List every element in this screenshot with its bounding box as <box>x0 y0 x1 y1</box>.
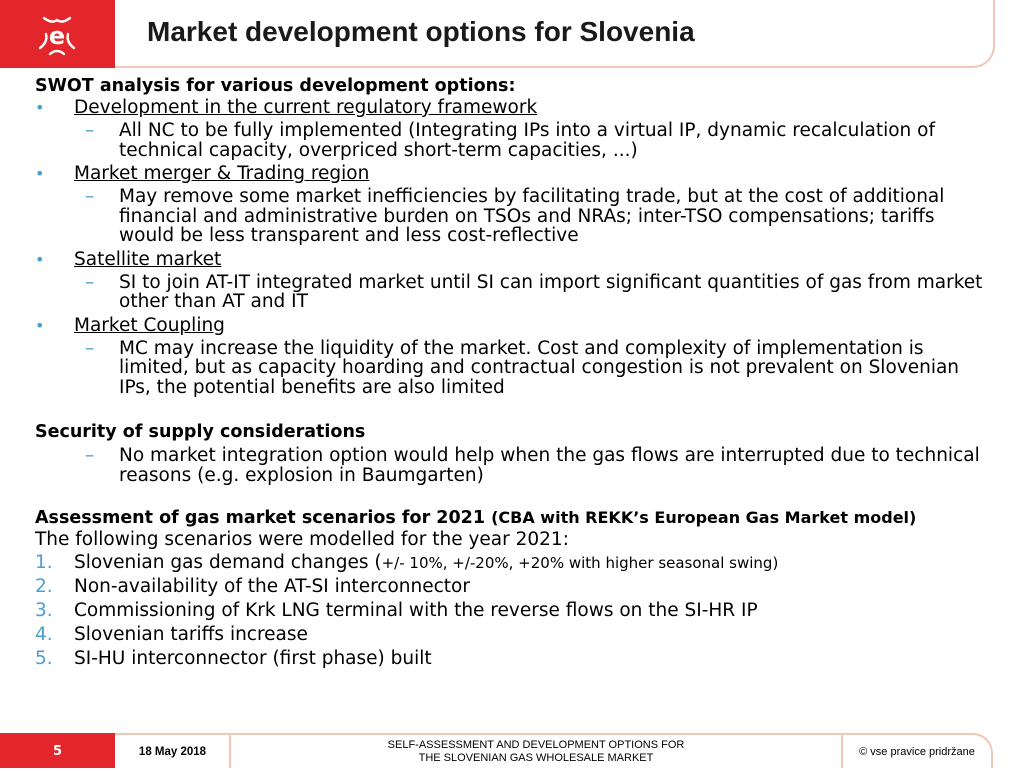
item-text: SI-HU interconnector (first phase) built <box>74 648 432 669</box>
sub-bullet <box>35 121 995 160</box>
dash-marker: – <box>85 186 95 207</box>
slide-content <box>35 76 995 671</box>
sub-bullet <box>35 446 995 485</box>
bullet-item <box>35 315 995 336</box>
numbered-item <box>35 647 995 671</box>
logo-box <box>0 0 115 68</box>
bullet-marker: • <box>35 249 45 269</box>
item-number: 4. <box>35 624 53 645</box>
footer-title-line2: THE SLOVENIAN GAS WHOLESALE MARKET <box>418 752 654 764</box>
assessment-intro: The following scenarios were modelled for the year 2021: <box>35 529 569 550</box>
dash-marker: – <box>85 120 95 141</box>
sub-bullet-text: MC may increase the liquidity of the market. Cost and complexity of implementation is limited, but as capacity hoarding and contractual congestion is not prevalent on Slovenian IPs, the potential benefits are also limited <box>119 337 960 398</box>
bullet-marker: • <box>35 315 45 335</box>
item-text: Slovenian tariffs increase <box>74 624 308 645</box>
security-heading: Security of supply considerations <box>35 422 366 442</box>
page-title: Market development options for Slovenia <box>147 16 695 47</box>
bullet-item <box>35 97 995 118</box>
swot-heading: SWOT analysis for various development options: <box>35 76 516 96</box>
assessment-heading <box>35 508 995 528</box>
bullet-marker: • <box>35 98 45 117</box>
e-star-logo-icon <box>34 12 80 56</box>
bullet-marker: • <box>35 164 45 183</box>
sub-bullet-text: No market integration option would help when the gas flows are interrupted due to technical reasons (e.g. explosion in Baumgarten) <box>119 445 980 486</box>
bullet-item <box>35 249 995 270</box>
numbered-item <box>35 623 995 647</box>
bullet-item <box>35 163 995 184</box>
item-number: 3. <box>35 600 53 621</box>
sub-bullet <box>35 273 995 312</box>
numbered-item <box>35 575 995 599</box>
numbered-item <box>35 551 995 575</box>
assessment-heading-main: Assessment of gas market scenarios for 2021 <box>35 508 485 528</box>
bullet-label: Development in the current regulatory framework <box>74 97 538 118</box>
sub-bullet <box>35 187 995 246</box>
item-text: Commissioning of Krk LNG terminal with the reverse flows on the SI-HR IP <box>74 600 758 621</box>
item-text: Slovenian gas demand changes ( <box>74 552 382 573</box>
footer-date: 18 May 2018 <box>138 746 207 758</box>
item-number: 1. <box>35 552 53 573</box>
footer-title-line1: SELF-ASSESSMENT AND DEVELOPMENT OPTIONS FOR <box>387 739 685 751</box>
sub-bullet-text: May remove some market inefficiencies by facilitating trade, but at the cost of additional financial and administrative burden on TSOs and NRAs; inter-TSO compensations; tariffs would be less transparent and less cost-reflective <box>119 186 945 246</box>
bullet-label: Market Coupling <box>74 314 225 336</box>
item-number: 2. <box>35 576 53 597</box>
sub-bullet <box>35 339 995 398</box>
sub-bullet-text: SI to join AT-IT integrated market until SI can import significant quantities of gas from market other than AT and IT <box>119 271 983 312</box>
bullet-label: Market merger & Trading region <box>74 163 370 184</box>
sub-bullet-text: All NC to be fully implemented (Integrating IPs into a virtual IP, dynamic recalculation of technical capacity, overpriced short-term capacities, ...) <box>119 120 935 161</box>
footer-title <box>230 739 842 765</box>
dash-marker: – <box>85 445 95 466</box>
item-number: 5. <box>35 648 53 669</box>
numbered-item <box>35 599 995 623</box>
assessment-heading-sub: (CBA with REKK’s European Gas Market model) <box>491 508 917 527</box>
bullet-label: Satellite market <box>74 248 222 270</box>
page-number: 5 <box>0 733 115 768</box>
dash-marker: – <box>85 271 95 293</box>
footer-copyright: © vse pravice pridržane <box>859 746 975 758</box>
svg-text:e: e <box>48 22 66 50</box>
dash-marker: – <box>85 337 95 359</box>
item-text: Non-availability of the AT-SI interconnector <box>74 576 470 597</box>
item-note: +/- 10%, +/-20%, +20% with higher seasonal swing) <box>381 554 779 572</box>
